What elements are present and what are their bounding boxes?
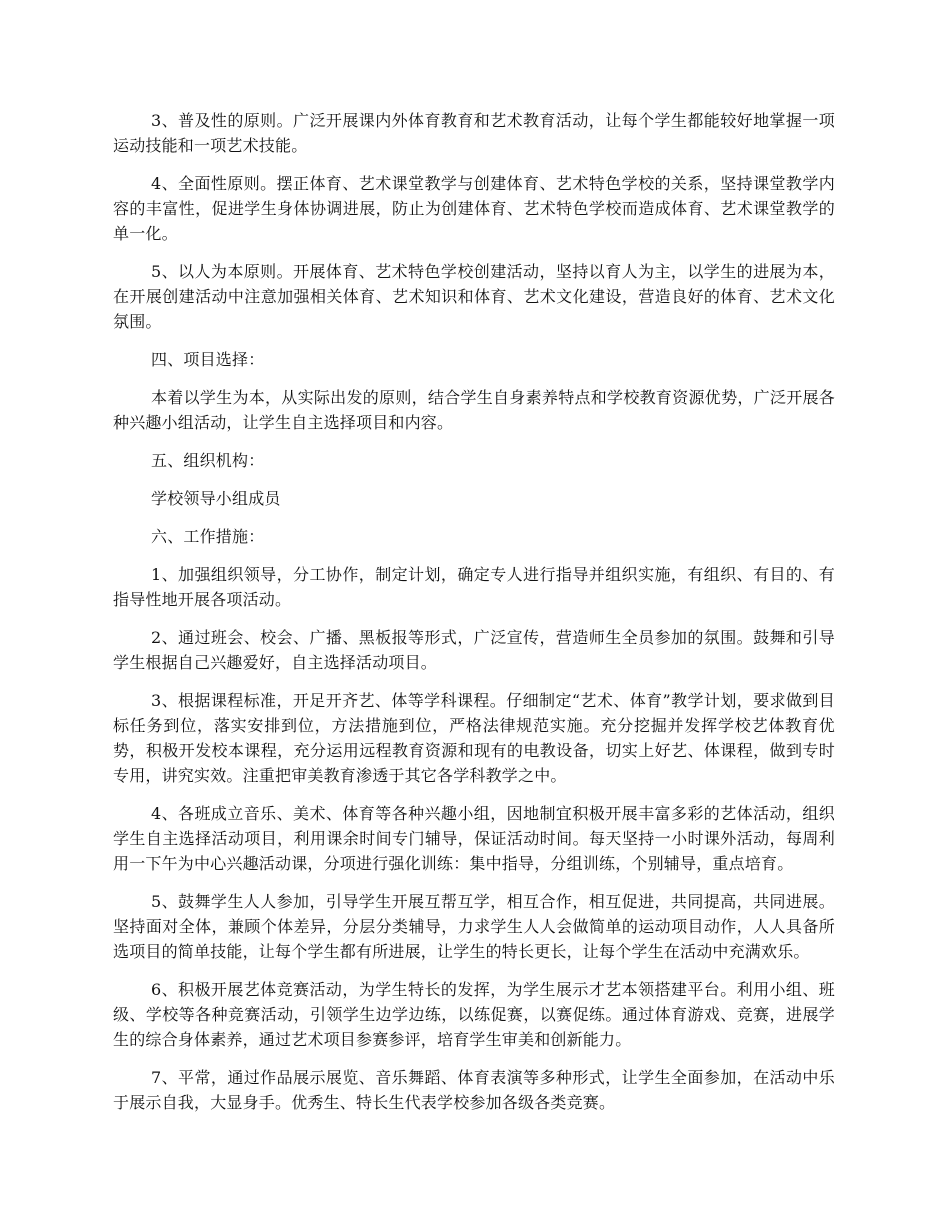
paragraph-measure-3: 3、根据课程标准，开足开齐艺、体等学科课程。仔细制定“艺术、体育”教学计划，要求做到目标任务到位，落实安排到位，方法措施到位，严格法律规范实施。充分挖掘并发挥学校艺体教育优势，积极开发校本课程，充分运用远程教育资源和现有的电教设备，切实上好艺、体课程，做到专时专用，讲究实效。注重把审美教育渗透于其它各学科教学之中。 <box>113 691 835 785</box>
paragraph-project-selection: 本着以学生为本，从实际出发的原则，结合学生自身素养特点和学校教育资源优势，广泛开展各种兴趣小组活动，让学生自主选择项目和内容。 <box>113 388 835 432</box>
paragraph-principle-4: 4、全面性原则。摆正体育、艺术课堂教学与创建体育、艺术特色学校的关系，坚持课堂教学内容的丰富性，促进学生身体协调进展，防止为创建体育、艺术特色学校而造成体育、艺术课堂教学的单一化。 <box>113 174 835 243</box>
heading-project-selection: 四、项目选择： <box>151 350 265 369</box>
paragraph-measure-4: 4、各班成立音乐、美术、体育等各种兴趣小组，因地制宜积极开展丰富多彩的艺体活动，组织学生自主选择活动项目，利用课余时间专门辅导，保证活动时间。每天坚持一小时课外活动，每周利用一下午为中心兴趣活动课，分项进行强化训练：集中指导，分组训练，个别辅导，重点培育。 <box>113 804 835 873</box>
paragraph-measure-1: 1、加强组织领导，分工协作，制定计划，确定专人进行指导并组织实施，有组织、有目的、有指导性地开展各项活动。 <box>113 565 835 609</box>
document-page <box>113 108 835 1128</box>
paragraph-measure-2: 2、通过班会、校会、广播、黑板报等形式，广泛宣传，营造师生全员参加的氛围。鼓舞和引导学生根据自己兴趣爱好，自主选择活动项目。 <box>113 628 835 672</box>
paragraph-measure-7: 7、平常，通过作品展示展览、音乐舞蹈、体育表演等多种形式，让学生全面参加，在活动中乐于展示自我，大显身手。优秀生、特长生代表学校参加各级各类竞赛。 <box>113 1068 835 1112</box>
heading-work-measures: 六、工作措施： <box>151 527 265 546</box>
paragraph-measure-5: 5、鼓舞学生人人参加，引导学生开展互帮互学，相互合作，相互促进，共同提高，共同进展。坚持面对全体，兼顾个体差异，分层分类辅导，力求学生人人会做简单的运动项目动作，人人具备所选项目的简单技能，让每个学生都有所进展，让学生的特长更长，让每个学生在活动中充满欢乐。 <box>113 892 835 961</box>
paragraph-principle-3: 3、普及性的原则。广泛开展课内外体育教育和艺术教育活动，让每个学生都能较好地掌握一项运动技能和一项艺术技能。 <box>113 111 835 155</box>
paragraph-measure-6: 6、积极开展艺体竞赛活动，为学生特长的发挥，为学生展示才艺本领搭建平台。利用小组、班级、学校等各种竞赛活动，引领学生边学边练，以练促赛，以赛促练。通过体育游戏、竞赛，进展学生的综合身体素养，通过艺术项目参赛参评，培育学生审美和创新能力。 <box>113 980 835 1049</box>
paragraph-principle-5: 5、以人为本原则。开展体育、艺术特色学校创建活动，坚持以育人为主，以学生的进展为本，在开展创建活动中注意加强相关体育、艺术知识和体育、艺术文化建设，营造良好的体育、艺术文化氛围。 <box>113 262 835 331</box>
paragraph-organization: 学校领导小组成员 <box>151 489 281 508</box>
heading-organization: 五、组织机构： <box>151 451 265 470</box>
